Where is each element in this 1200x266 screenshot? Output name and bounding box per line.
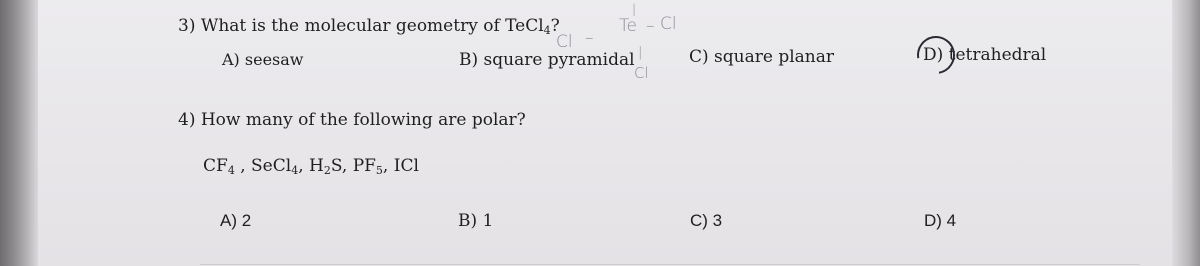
- handwritten-cl-right: Cl: [660, 14, 677, 34]
- page-shadow-right: [1172, 0, 1200, 266]
- q3-option-b[interactable]: B) square pyramidal: [459, 50, 635, 70]
- q4-option-d[interactable]: D) 4: [924, 211, 957, 230]
- handwritten-te: Te: [619, 16, 637, 36]
- handwritten-dash-right: –: [646, 16, 655, 36]
- worksheet-paper: [38, 0, 1172, 266]
- handwritten-bond-down: |: [638, 45, 643, 60]
- handwritten-cl-left: Cl: [556, 32, 573, 52]
- q3-option-c[interactable]: C) square planar: [689, 47, 834, 67]
- q3-option-d[interactable]: D) tetrahedral: [923, 45, 1047, 65]
- question-3-text: 3) What is the molecular geometry of TeCl$_4$?: [178, 16, 560, 37]
- question-4-text: 4) How many of the following are polar?: [178, 110, 526, 130]
- handwritten-bond-up: |: [632, 2, 637, 16]
- page-shadow-left: [0, 0, 38, 266]
- q4-option-c[interactable]: C) 3: [690, 211, 723, 230]
- q4-option-a[interactable]: A) 2: [220, 211, 252, 230]
- handwritten-dash-left: –: [585, 28, 594, 48]
- paper-crease: [200, 264, 1140, 265]
- q3-option-a[interactable]: A) seesaw: [222, 50, 304, 69]
- handwritten-cl-bottom: Cl: [634, 64, 649, 82]
- compound-list: $CF_4$ , SeCl$_4$, $H_2S$, $PF_5$, ICl: [203, 156, 419, 177]
- q4-option-b[interactable]: B) 1: [458, 211, 494, 231]
